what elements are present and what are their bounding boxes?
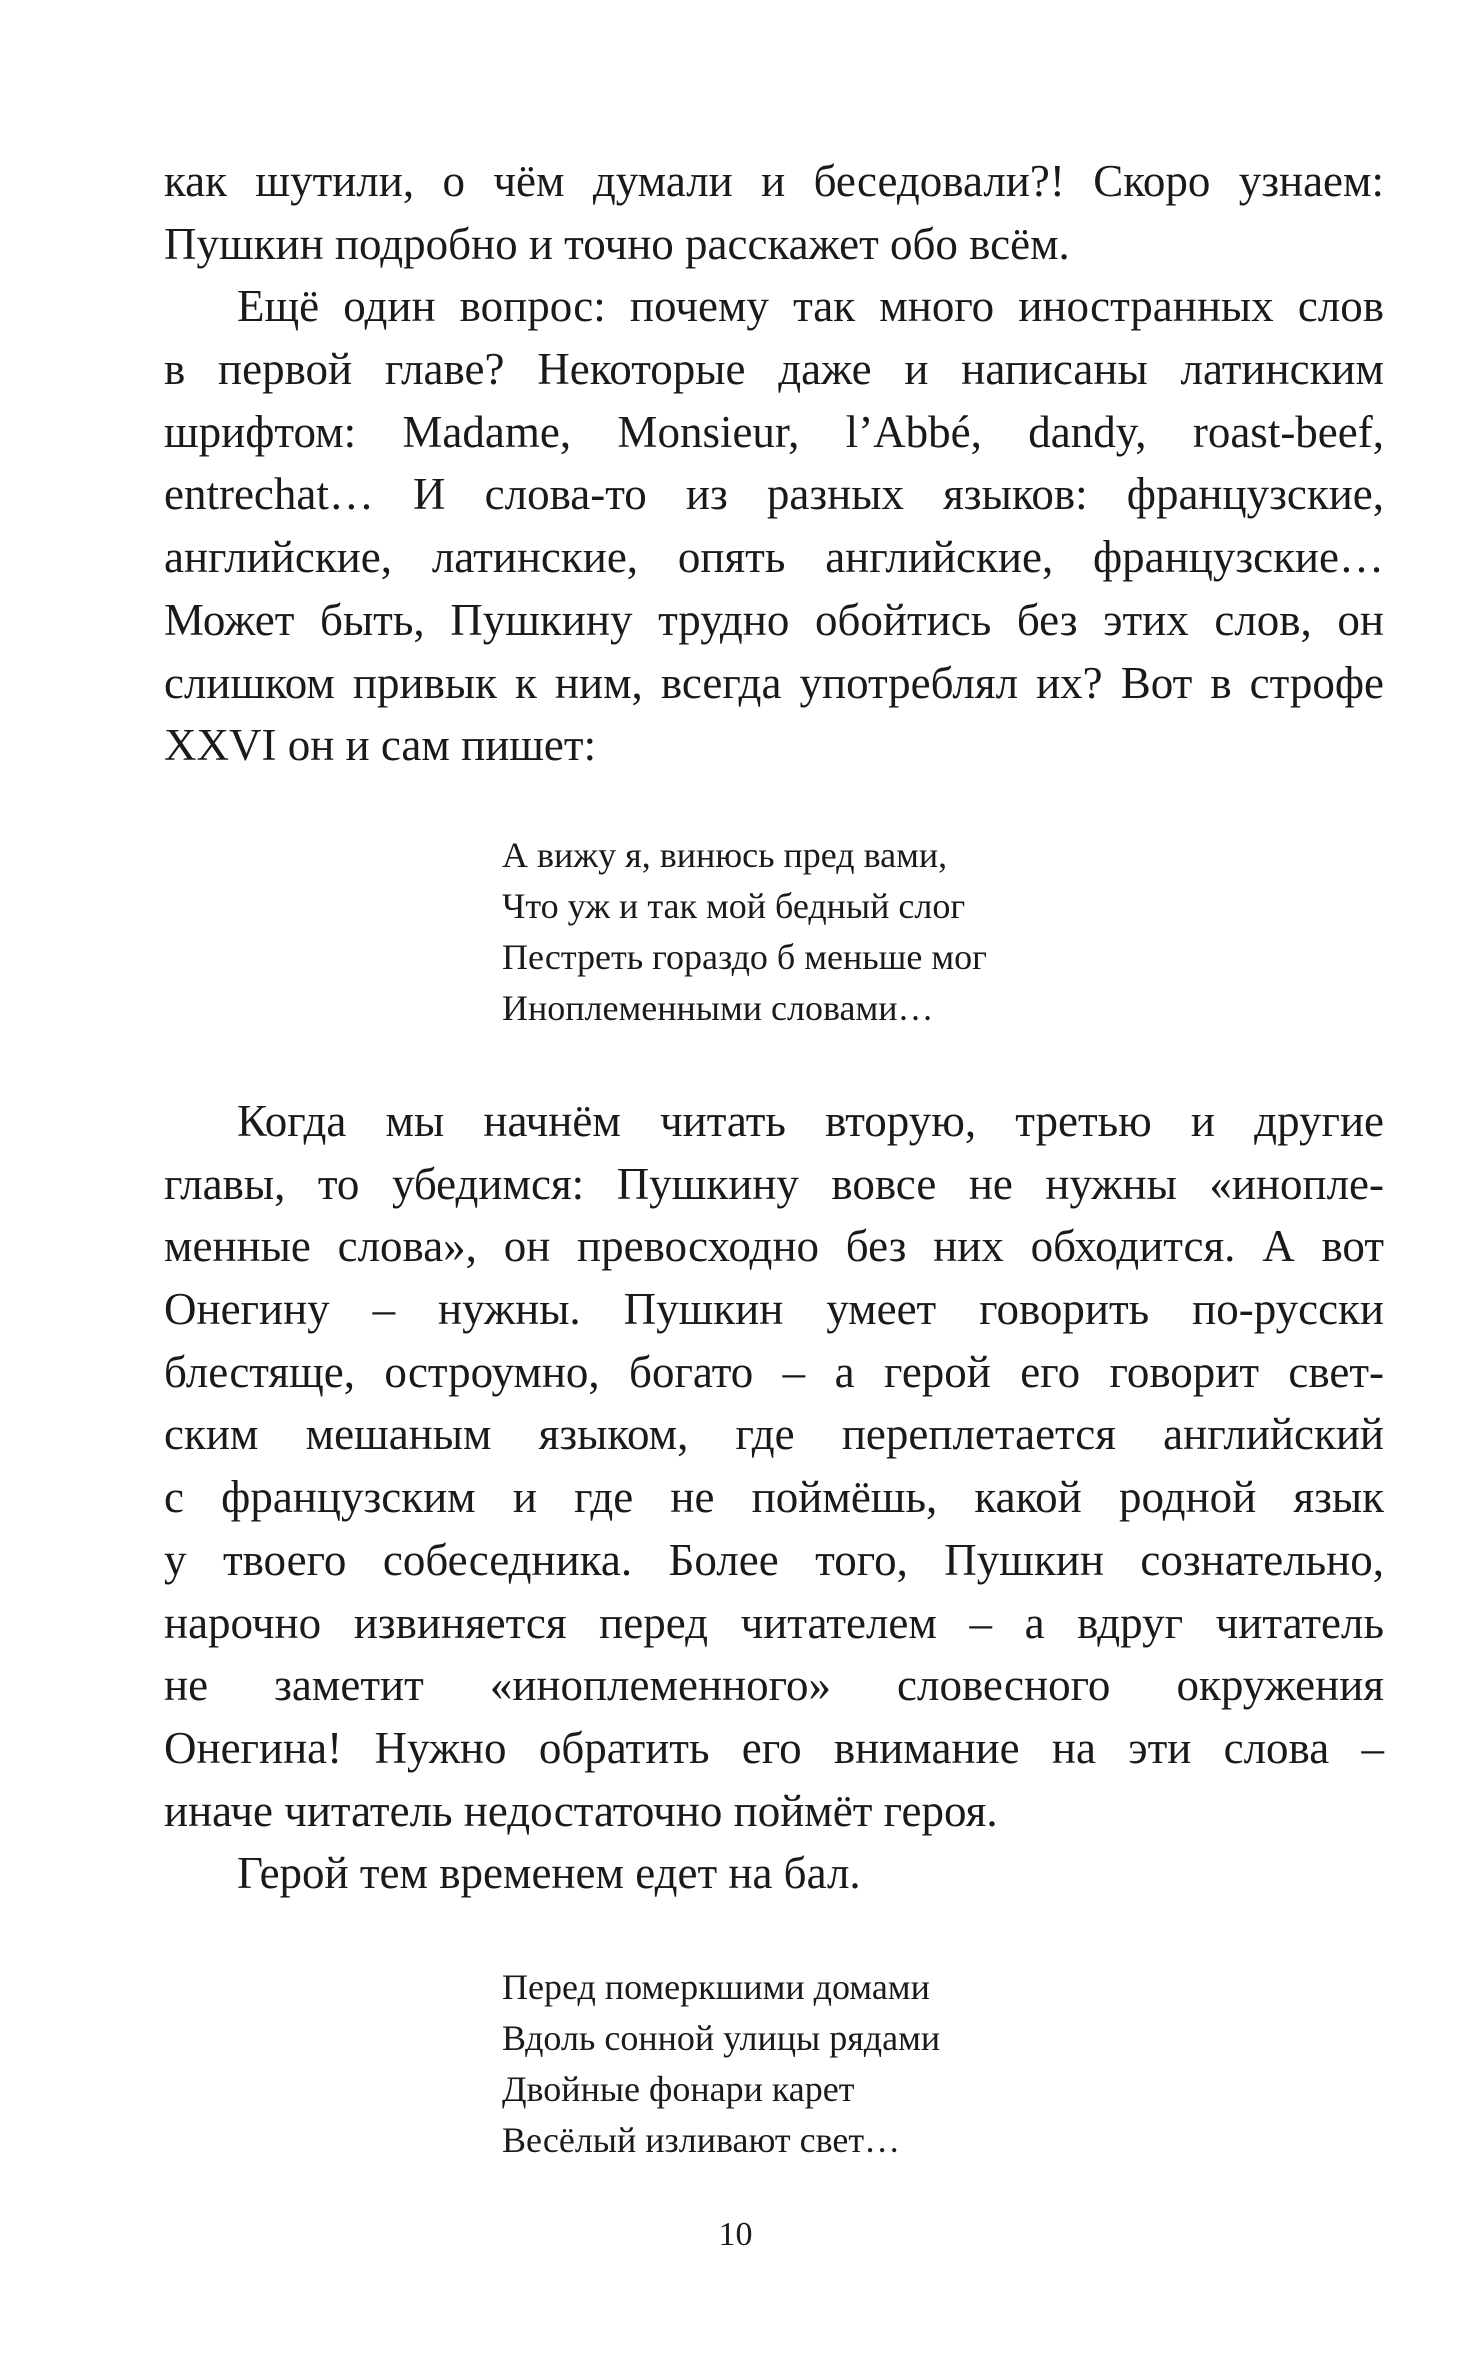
verse-line: Вдоль сонной улицы рядами xyxy=(502,2018,941,2058)
verse-line: Двойные фонари карет xyxy=(502,2069,855,2109)
verse-quote xyxy=(502,1962,940,2166)
text-line: английские, латинские, опять английские, французские… xyxy=(164,532,1384,583)
verse-line: Весёлый изливают свет… xyxy=(502,2120,901,2160)
text-line: шрифтом: Madame, Monsieur, l’Abbé, dandy, roast-beef, xyxy=(164,406,1384,457)
text-line: Онегину – нужны. Пушкин умеет говорить по-русски xyxy=(164,1284,1384,1335)
text-line: слишком привык к ним, всегда употреблял их? Вот в строфе xyxy=(164,657,1384,708)
verse-line: А вижу я, винюсь пред вами, xyxy=(502,835,948,875)
text-line: не заметит «иноплеменного» словесного окружения xyxy=(164,1660,1384,1711)
verse-line: Иноплеменными словами… xyxy=(502,988,934,1028)
text-line: Может быть, Пушкину трудно обойтись без этих слов, он xyxy=(164,594,1384,645)
text-line: Пушкин подробно и точно расскажет обо всём. xyxy=(164,218,1070,269)
text-line: с французским и где не поймёшь, какой родной язык xyxy=(164,1472,1384,1523)
text-line: в первой главе? Некоторые даже и написаны латинским xyxy=(164,344,1384,395)
verse-line: Перед померкшими домами xyxy=(502,1967,930,2007)
verse-line: Пестреть гораздо б меньше мог xyxy=(502,937,987,977)
text-line: у твоего собеседника. Более того, Пушкин сознательно, xyxy=(164,1534,1384,1585)
text-line: нарочно извиняется перед читателем – а вдруг читатель xyxy=(164,1597,1384,1648)
verse-quote xyxy=(502,830,987,1034)
text-line: Онегина! Нужно обратить его внимание на эти слова – xyxy=(164,1722,1384,1773)
text-line: XXVI он и сам пишет: xyxy=(164,720,597,771)
verse-line: Что уж и так мой бедный слог xyxy=(502,886,966,926)
text-line: главы, то убедимся: Пушкину вовсе не нужны «инопле- xyxy=(164,1158,1384,1209)
text-line: как шутили, о чём думали и беседовали?! Скоро узнаем: xyxy=(164,156,1384,206)
text-line: Ещё один вопрос: почему так много иностранных слов xyxy=(237,281,1384,332)
text-line: ским мешаным языком, где переплетается английский xyxy=(164,1409,1384,1460)
text-line: entrechat… И слова-то из разных языков: французские, xyxy=(164,469,1384,520)
text-line: менные слова», он превосходно без них обходится. А вот xyxy=(164,1221,1384,1272)
page-number: 10 xyxy=(718,2216,753,2253)
text-line: Герой тем временем едет на бал. xyxy=(237,1848,861,1899)
text-block-top xyxy=(164,150,1384,777)
text-line: Когда мы начнём читать вторую, третью и другие xyxy=(237,1096,1384,1146)
text-line: иначе читатель недостаточно поймёт героя. xyxy=(164,1785,998,1836)
text-block-middle xyxy=(164,1090,1384,1905)
text-line: блестяще, остроумно, богато – а герой его говорит свет- xyxy=(164,1346,1384,1397)
